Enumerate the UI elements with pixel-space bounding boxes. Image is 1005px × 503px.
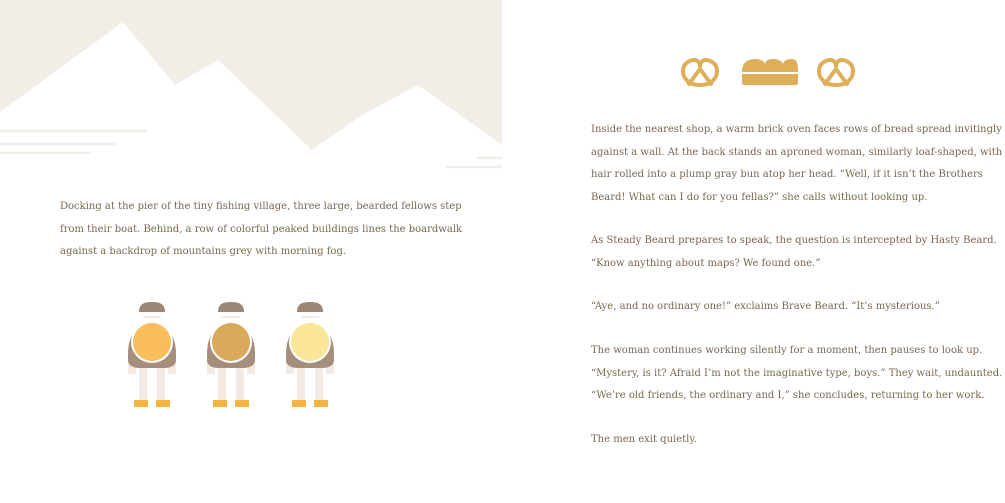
pretzel-icon (819, 60, 853, 85)
left-boot (134, 400, 148, 407)
pretzel-icon (683, 60, 717, 85)
right-leg (157, 368, 165, 400)
right-boot (156, 400, 170, 407)
left-page (0, 0, 502, 503)
bearded-fellow-3 (286, 302, 334, 407)
hat (297, 302, 323, 312)
right-page (502, 0, 1005, 503)
bearded-fellow-2 (207, 302, 255, 407)
left-boot (292, 400, 306, 407)
three-bearded-fellows-illustration (124, 298, 364, 410)
left-leg (139, 368, 147, 400)
right-leg (236, 368, 244, 400)
left-leg (218, 368, 226, 400)
fog-lines (0, 131, 502, 167)
bread-loaf-icon (742, 59, 798, 85)
story-paragraph: Docking at the pier of the tiny fishing village, three large, bearded fellows step from their boat. Behind, a row of colorful peaked buildings lines the boardwalk against a backdrop of mountains grey with morning fog. (60, 201, 463, 257)
foggy-mountains-illustration (0, 0, 502, 180)
right-leg (315, 368, 323, 400)
hat (139, 302, 165, 312)
beard (212, 323, 250, 361)
story-paragraph-2: As Steady Beard prepares to speak, the question is intercepted by Hasty Beard. “Know anything about maps? We found one.” (591, 235, 997, 269)
story-paragraph-5: The men exit quietly. (591, 434, 697, 445)
mountain-range (0, 0, 502, 150)
left-leg (297, 368, 305, 400)
story-paragraph-1: Inside the nearest shop, a warm brick oven faces rows of bread spread invitingly against a wall. At the back stands an aproned woman, similarly loaf-shaped, with hair rolled into a plump gray bun atop her head. “Well, if it isn’t the Brothers Beard! What can I do for you fellas?” she calls without looking up. (591, 124, 1003, 203)
right-boot (235, 400, 249, 407)
beard (291, 323, 329, 361)
beard (133, 323, 171, 361)
bearded-fellow-1 (128, 302, 176, 407)
story-paragraph-4: The woman continues working silently for a moment, then pauses to look up. “Mystery, is it? Afraid I’m not the imaginative type, boys.” They wait, undaunted. “We’re old friends, the ordinary and I,” she concludes, returning to her work. (591, 345, 1003, 401)
story-paragraph-3: “Aye, and no ordinary one!” exclaims Brave Beard. “It’s mysterious.” (591, 301, 940, 312)
left-boot (213, 400, 227, 407)
right-boot (314, 400, 328, 407)
bakery-icons (680, 56, 860, 88)
hat (218, 302, 244, 312)
